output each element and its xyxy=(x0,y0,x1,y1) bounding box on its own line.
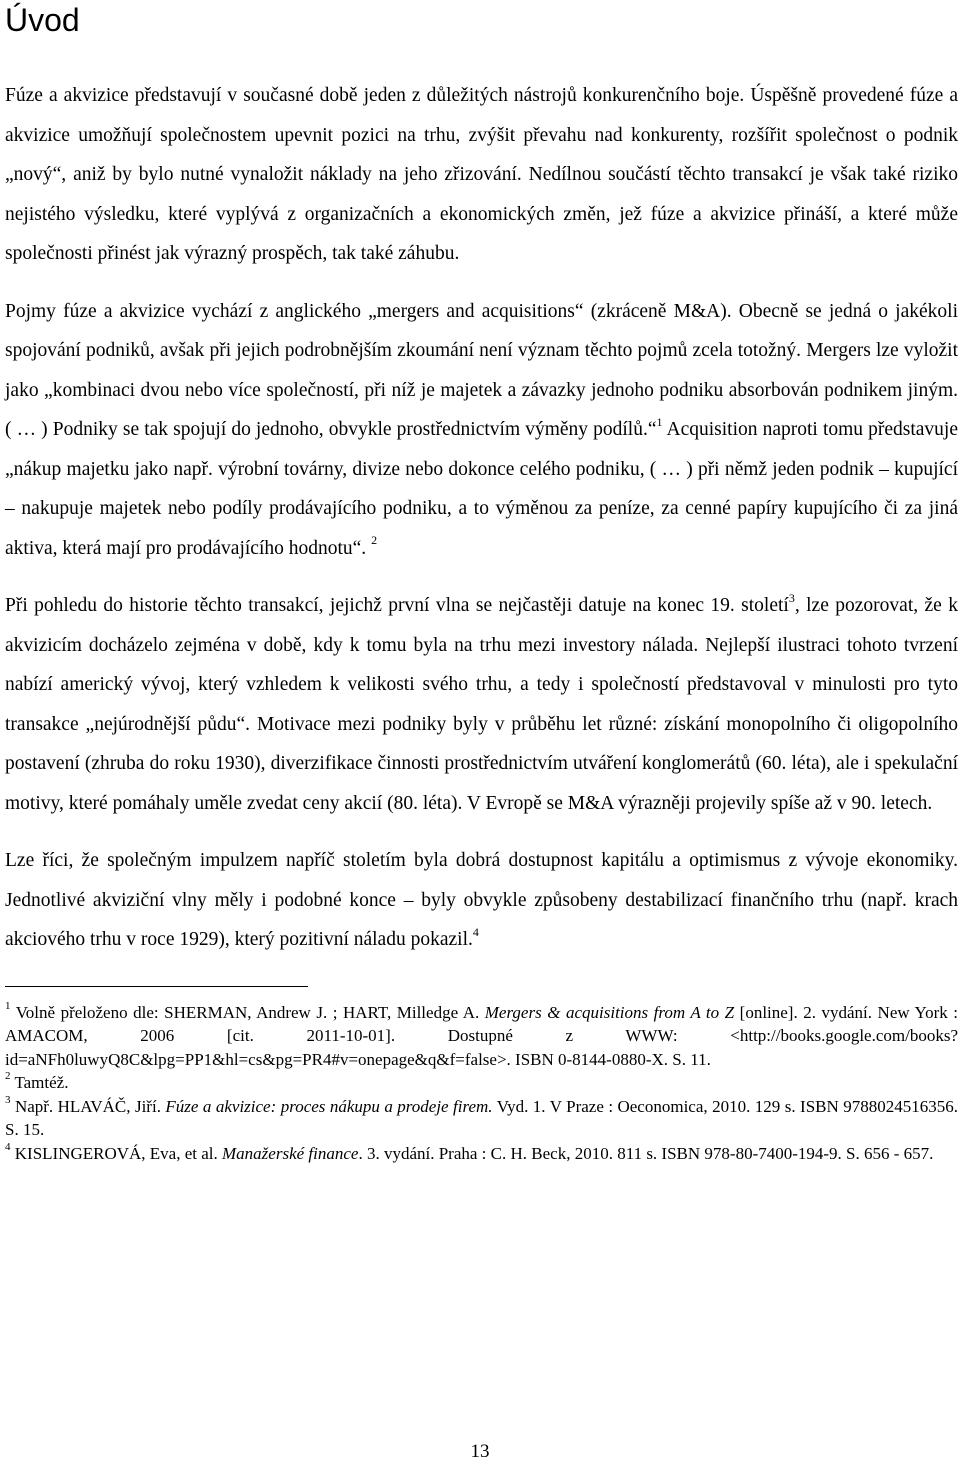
document-page xyxy=(5,0,958,1165)
footnote-number: 2 xyxy=(5,1070,11,1083)
footnote-title: Fúze a akvizice: proces nákupu a prodeje firem. xyxy=(165,1096,493,1116)
footnote-ref: 2 xyxy=(371,533,378,547)
footnote-1 xyxy=(5,1001,958,1072)
page-title: Úvod xyxy=(5,2,80,38)
paragraph-text: , lze pozorovat, že k akvizicím docházelo zejména v době, kdy k tomu byla na trhu mezi investory nálada. Nejlepší ilustraci tohoto tvrzení nabízí americký vývoj, který vzhledem k velikosti svého trhu, a tedy i společností představoval v minulosti pro tyto transakce „nejúrodnější půdu“. Motivace mezi podniky byly v průběhu let různé: získání monopolního či oligopolního postavení (zhruba do roku 1930), diverzifikace činnosti prostřednictvím utváření konglomerátů (60. léta), ale i spekulační motivy, které pomáhaly uměle zvedat ceny akcií (80. léta). V Evropě se M&A výrazněji projevily spíše až v 90. letech. xyxy=(5,595,958,814)
paragraph-intro xyxy=(5,76,958,274)
footnote-ref: 1 xyxy=(656,414,663,429)
paragraph-text: Pojmy fúze a akvizice vychází z anglického „mergers and acquisitions“ (zkráceně M&A). Obecně se jedná o jakékoli spojování podniků, avšak při jejich podrobnějším zkoumání není význam těchto pojmů zcela totožný. Mergers lze vyložit jako „kombinaci dvou nebo více společností, při níž je majetek a závazky jednoho podniku absorbován podnikem jiným. ( … ) Podniky se tak spojují do jednoho, obvykle prostřednictvím výměny podílů.“ xyxy=(5,300,958,440)
footnote-text: Např. HLAVÁČ, Jiří. xyxy=(10,1096,166,1116)
footnote-title: Manažerské finance xyxy=(222,1143,359,1163)
paragraph-text: Při pohledu do historie těchto transakcí, jejichž první vlna se nejčastěji datuje na konec 19. století xyxy=(5,595,789,616)
footnote-text: KISLINGEROVÁ, Eva, et al. xyxy=(10,1143,223,1163)
footnote-text: . 3. vydání. Praha : C. H. Beck, 2010. 811 s. ISBN 978-80-7400-194-9. S. 656 - 657. xyxy=(358,1143,934,1163)
footnote-2 xyxy=(5,1071,958,1095)
paragraph-text: Acquisition naproti tomu představuje „nákup majetku jako např. výrobní továrny, divize nebo dokonce celého podniku, ( … ) při němž jeden podnik – kupující – nakupuje majetek nebo podíly prodávajícího podniku, a to výměnou za peníze, za cenné papíry kupujícího či za jiná aktiva, která mají pro prodávajícího hodnotu“. xyxy=(5,419,959,559)
footnote-number: 4 xyxy=(5,1140,11,1153)
footnote-separator xyxy=(5,986,308,987)
footnote-text: Vyd. 1. V Praze : Oeconomica, 2010. 129 s. ISBN 9788024516356. S. 15. xyxy=(5,1096,958,1139)
footnote-text: [online]. 2. vydání. New York : AMACOM, 2006 [cit. 2011-10-01]. Dostupné z WWW: <http://books.google.com/books?id=aNFh0luwyQ8C&lpg=PP1&hl=cs&pg=PR4#v=onepage&q&f=false>. ISBN 0-8144-0880-X. S. 11. xyxy=(5,1002,958,1069)
footnote-text: Volně přeloženo dle: SHERMAN, Andrew J. ; HART, Milledge A. xyxy=(10,1002,485,1022)
paragraph-impulse xyxy=(5,841,958,960)
footnote-title: Mergers & acquisitions from A to Z xyxy=(484,1002,735,1022)
footnotes xyxy=(5,1001,958,1166)
footnote-number: 1 xyxy=(5,999,11,1012)
page-number: 13 xyxy=(470,1441,490,1462)
paragraph-definitions xyxy=(5,292,958,569)
footnote-4 xyxy=(5,1142,958,1166)
footnote-3 xyxy=(5,1095,958,1142)
paragraph-history xyxy=(5,586,958,823)
paragraph-text: Fúze a akvizice představují v současné době jeden z důležitých nástrojů konkurenčního boje. Úspěšně provedené fúze a akvizice umožňují společnostem upevnit pozici na trhu, zvýšit převahu nad konkurenty, rozšířit společnost o podnik „nový“, aniž by bylo nutné vynaložit náklady na jeho zřizování. Nedílnou součástí těchto transakcí je však také riziko nejistého výsledku, které vyplývá z organizačních a ekonomických změn, jež fúze a akvizice přináší, a které může společnosti přinést jak výrazný prospěch, tak také záhubu. xyxy=(5,85,958,264)
paragraph-text: Lze říci, že společným impulzem napříč stoletím byla dobrá dostupnost kapitálu a optimismus z vývoje ekonomiky. Jednotlivé akviziční vlny měly i podobné konce – byly obvykle způsobeny destabilizací finančního trhu (např. krach akciového trhu v roce 1929), který pozitivní náladu pokazil. xyxy=(5,850,958,950)
footnote-text: Tamtéž. xyxy=(10,1073,69,1092)
footnote-number: 3 xyxy=(5,1093,11,1106)
footnote-ref: 4 xyxy=(472,924,479,939)
footnote-ref: 3 xyxy=(788,590,795,605)
